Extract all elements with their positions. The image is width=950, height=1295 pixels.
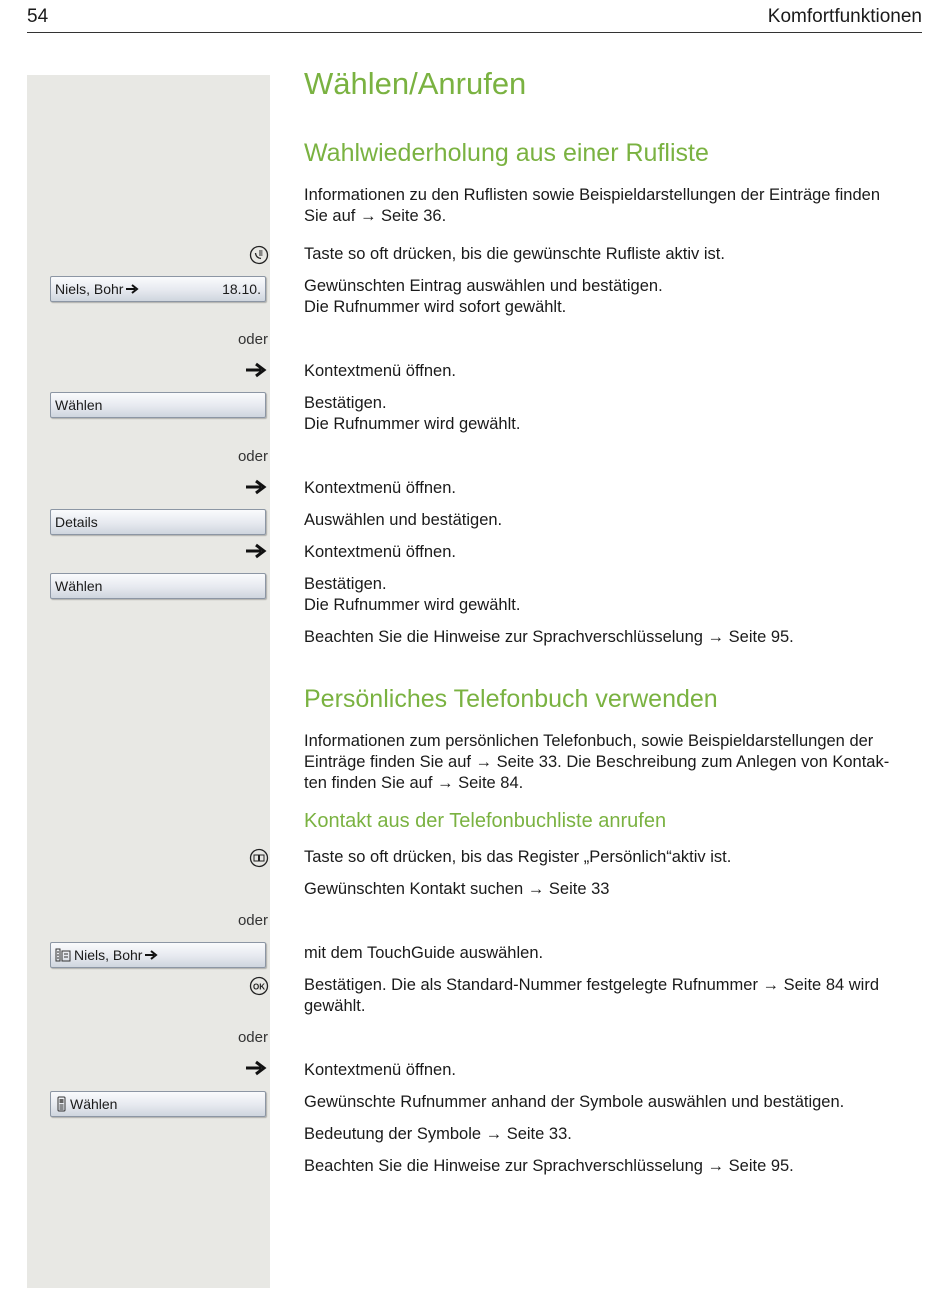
step-text: Gewünschte Rufnummer anhand der Symbole auswählen und bestätigen. bbox=[304, 1093, 845, 1111]
context-arrow-icon bbox=[245, 362, 269, 378]
running-header: Komfortfunktionen bbox=[767, 6, 922, 27]
step-text: Gewünschten Eintrag auswählen und bestätigen. Die Rufnummer wird sofort gewählt. bbox=[304, 277, 663, 316]
phonebook-entry-icon bbox=[55, 947, 71, 963]
details-button[interactable] bbox=[50, 509, 266, 535]
step-text: Bedeutung der Symbole → Seite 33. bbox=[304, 1125, 572, 1143]
page-number: 54 bbox=[27, 6, 49, 27]
oder-label: oder bbox=[237, 331, 268, 348]
button-label: Wählen bbox=[55, 578, 103, 594]
entry-date: 18.10. bbox=[222, 281, 261, 297]
step-text: Bestätigen. Die Rufnummer wird gewählt. bbox=[304, 394, 521, 433]
step-text: Bestätigen. Die Rufnummer wird gewählt. bbox=[304, 575, 521, 614]
button-label: Wählen bbox=[55, 397, 103, 413]
redial-list-key-icon bbox=[249, 245, 269, 265]
ok-key-icon bbox=[249, 976, 269, 996]
contact-name: Niels, Bohr bbox=[74, 947, 143, 963]
call-list-entry-button[interactable] bbox=[50, 276, 266, 302]
arrow-icon bbox=[145, 950, 159, 960]
step-text: Kontextmenü öffnen. bbox=[304, 543, 456, 561]
phone-icon bbox=[55, 1096, 67, 1112]
waehlen-button[interactable] bbox=[50, 573, 266, 599]
contact-entry-button[interactable] bbox=[50, 942, 266, 968]
step-text: Beachten Sie die Hinweise zur Sprachverschlüsselung → Seite 95. bbox=[304, 1157, 794, 1175]
waehlen-button[interactable] bbox=[50, 392, 266, 418]
step-text: Auswählen und bestätigen. bbox=[304, 511, 503, 529]
step-text: Kontextmenü öffnen. bbox=[304, 1061, 456, 1079]
phonebook-intro: Informationen zum persönlichen Telefonbuch, sowie Beispieldarstellungen der Einträge finden Sie auf → Seite 33. Die Beschreibung zum Anlegen von Kontak- ten finden Sie auf → Seite 84. bbox=[304, 732, 890, 792]
arrow-icon bbox=[126, 284, 140, 294]
step-text: Beachten Sie die Hinweise zur Sprachverschlüsselung → Seite 95. bbox=[304, 628, 794, 646]
context-arrow-icon bbox=[245, 1060, 269, 1076]
step-text: Kontextmenü öffnen. bbox=[304, 362, 456, 380]
phonebook-key-icon bbox=[249, 848, 269, 868]
redial-intro: Informationen zu den Ruflisten sowie Beispieldarstellungen der Einträge finden Sie auf → Seite 36. bbox=[304, 186, 881, 225]
step-text: mit dem TouchGuide auswählen. bbox=[304, 944, 544, 962]
subsection-heading: Kontakt aus der Telefonbuchliste anrufen bbox=[304, 810, 667, 832]
button-label: Details bbox=[55, 514, 98, 530]
context-arrow-icon bbox=[245, 479, 269, 495]
button-label: Wählen bbox=[70, 1096, 118, 1112]
page-title: Wählen/Anrufen bbox=[304, 66, 527, 101]
step-text: Gewünschten Kontakt suchen → Seite 33 bbox=[304, 880, 610, 898]
section-heading-redial: Wahlwiederholung aus einer Rufliste bbox=[304, 139, 709, 167]
oder-label: oder bbox=[237, 1029, 268, 1046]
waehlen-button[interactable] bbox=[50, 1091, 266, 1117]
context-arrow-icon bbox=[245, 543, 269, 559]
step-text: Kontextmenü öffnen. bbox=[304, 479, 456, 497]
entry-name: Niels, Bohr bbox=[55, 281, 124, 297]
svg-text:OK: OK bbox=[253, 982, 265, 992]
step-text: Bestätigen. Die als Standard-Nummer festgelegte Rufnummer → Seite 84 wird gewählt. bbox=[304, 976, 880, 1015]
oder-label: oder bbox=[237, 448, 268, 465]
step-text: Taste so oft drücken, bis das Register „Persönlich“aktiv ist. bbox=[304, 848, 732, 866]
section-heading-phonebook: Persönliches Telefonbuch verwenden bbox=[304, 685, 718, 713]
step-text: Taste so oft drücken, bis die gewünschte Rufliste aktiv ist. bbox=[304, 245, 725, 263]
header-rule bbox=[27, 32, 922, 33]
oder-label: oder bbox=[237, 912, 268, 929]
